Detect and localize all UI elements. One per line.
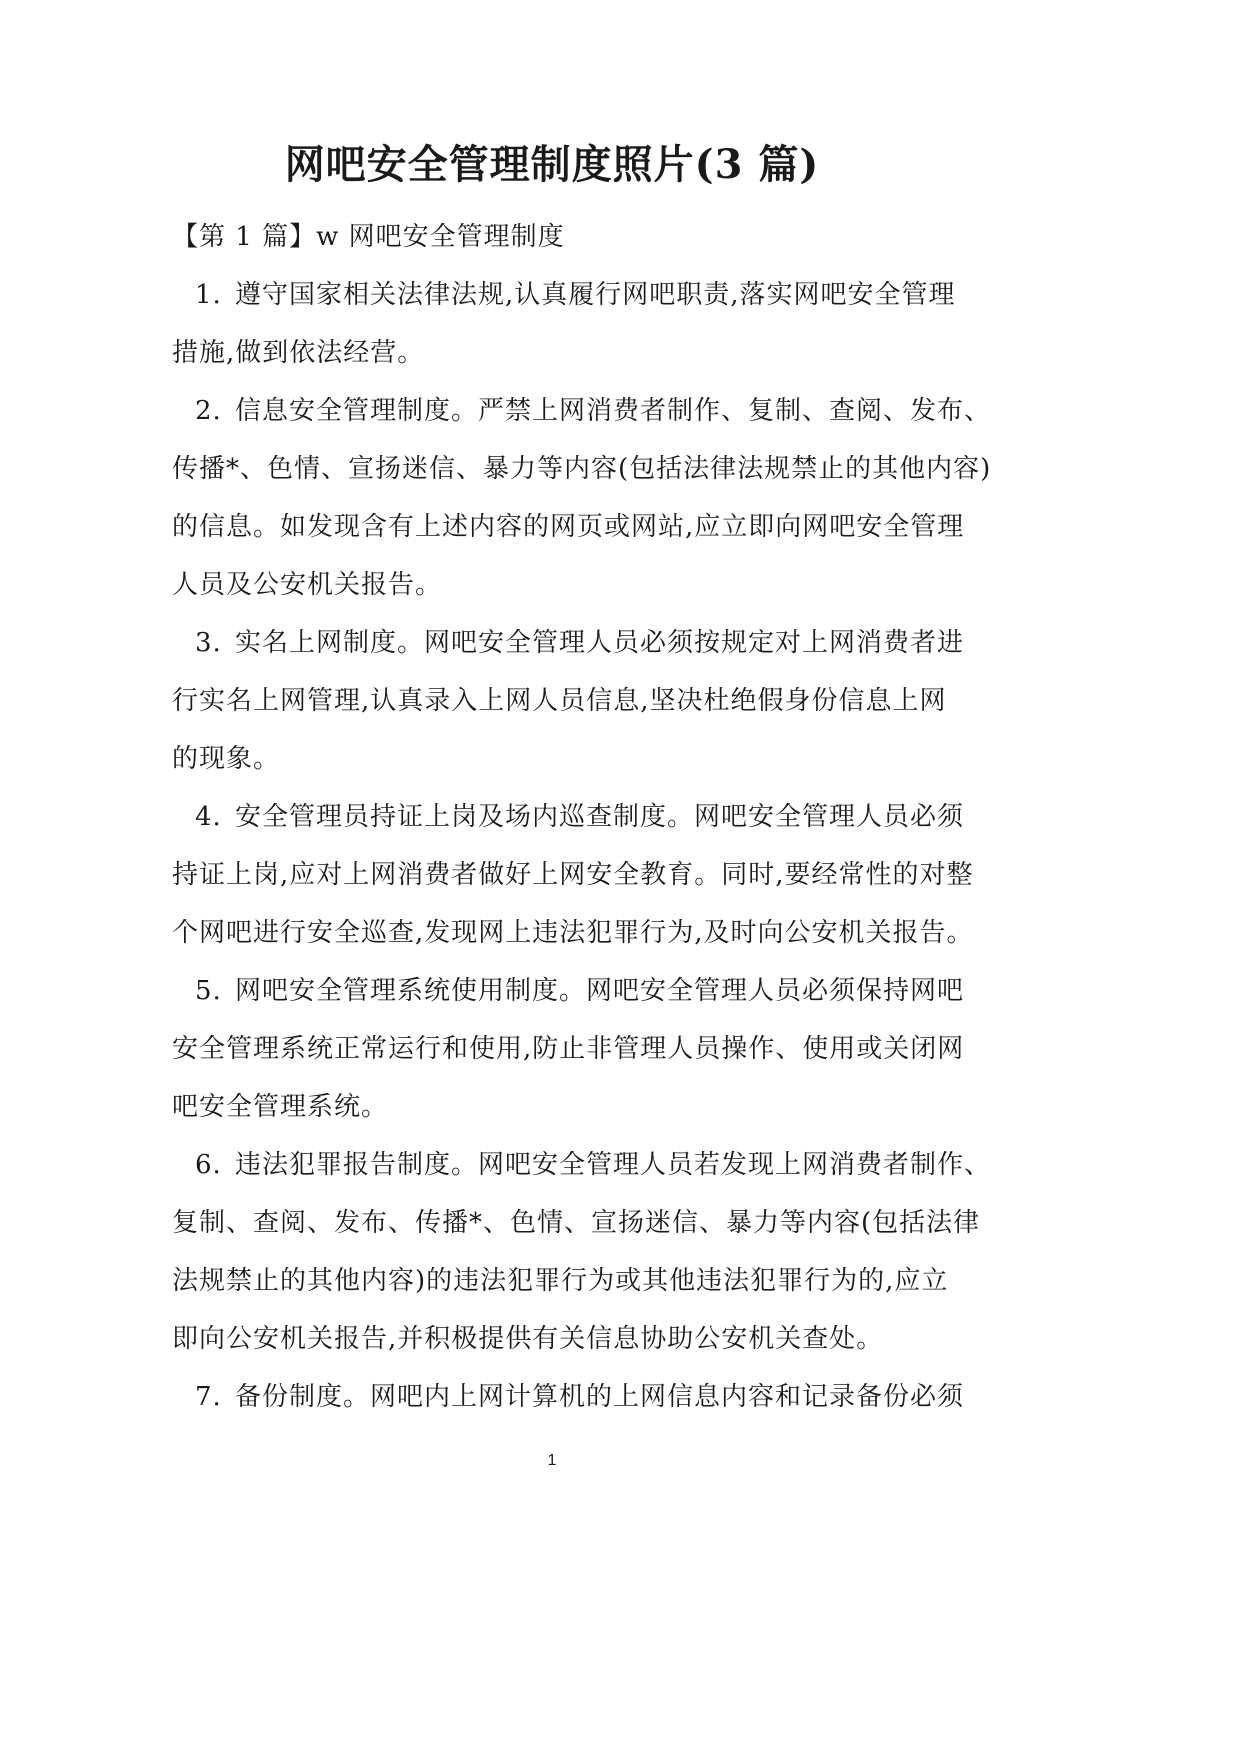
item-text-line: 即向公安机关报告,并积极提供有关信息协助公安机关查处。 xyxy=(172,1324,884,1354)
item-text-line: 个网吧进行安全巡查,发现网上违法犯罪行为,及时向公安机关报告。 xyxy=(172,918,974,948)
item-text-line: 吧安全管理系统。 xyxy=(172,1092,389,1122)
item-text-line: 遵守国家相关法律法规,认真履行网吧职责,落实网吧安全管理 xyxy=(235,280,956,310)
section-heading: 【第 1 篇】w 网吧安全管理制度 xyxy=(172,222,565,252)
item-text-line: 信息安全管理制度。严禁上网消费者制作、复制、查阅、发布、 xyxy=(235,396,992,426)
list-item-4 xyxy=(172,788,972,962)
item-text-line: 网吧安全管理系统使用制度。网吧安全管理人员必须保持网吧 xyxy=(235,976,965,1006)
item-number: 7. xyxy=(195,1382,222,1412)
list-item-1 xyxy=(172,266,972,382)
item-number: 2. xyxy=(195,396,222,426)
item-number: 3. xyxy=(195,628,222,658)
item-number: 4. xyxy=(195,802,222,832)
item-text-line: 安全管理系统正常运行和使用,防止非管理人员操作、使用或关闭网 xyxy=(172,1034,965,1064)
document-title: 网吧安全管理制度照片(3 篇) xyxy=(284,141,820,188)
item-text-line: 法规禁止的其他内容)的违法犯罪行为或其他违法犯罪行为的,应立 xyxy=(172,1266,949,1296)
list-item-3 xyxy=(172,614,972,788)
item-text-line: 复制、查阅、发布、传播*、色情、宣扬迷信、暴力等内容(包括法律 xyxy=(172,1208,981,1238)
item-number: 6. xyxy=(195,1150,222,1180)
item-number: 1. xyxy=(195,280,222,310)
list-item-7 xyxy=(172,1368,972,1426)
list-item-5 xyxy=(172,962,972,1136)
page-number: 1 xyxy=(547,1452,557,1469)
list-item-6 xyxy=(172,1136,992,1368)
item-text-line: 措施,做到依法经营。 xyxy=(172,338,425,368)
item-text-line: 的现象。 xyxy=(172,744,281,774)
document-body xyxy=(172,208,992,1426)
item-text-line: 行实名上网管理,认真录入上网人员信息,坚决杜绝假身份信息上网 xyxy=(172,686,947,716)
item-text-line: 持证上岗,应对上网消费者做好上网安全教育。同时,要经常性的对整 xyxy=(172,860,974,890)
item-text-line: 传播*、色情、宣扬迷信、暴力等内容(包括法律法规禁止的其他内容) xyxy=(172,454,992,484)
list-item-2 xyxy=(172,382,992,614)
item-text-line: 人员及公安机关报告。 xyxy=(172,570,443,600)
item-text-line: 违法犯罪报告制度。网吧安全管理人员若发现上网消费者制作、 xyxy=(235,1150,992,1180)
item-text-line: 备份制度。网吧内上网计算机的上网信息内容和记录备份必须 xyxy=(235,1382,965,1412)
item-text-line: 实名上网制度。网吧安全管理人员必须按规定对上网消费者进 xyxy=(235,628,965,658)
item-text-line: 安全管理员持证上岗及场内巡查制度。网吧安全管理人员必须 xyxy=(235,802,965,832)
item-text-line: 的信息。如发现含有上述内容的网页或网站,应立即向网吧安全管理 xyxy=(172,512,965,542)
item-number: 5. xyxy=(195,976,222,1006)
